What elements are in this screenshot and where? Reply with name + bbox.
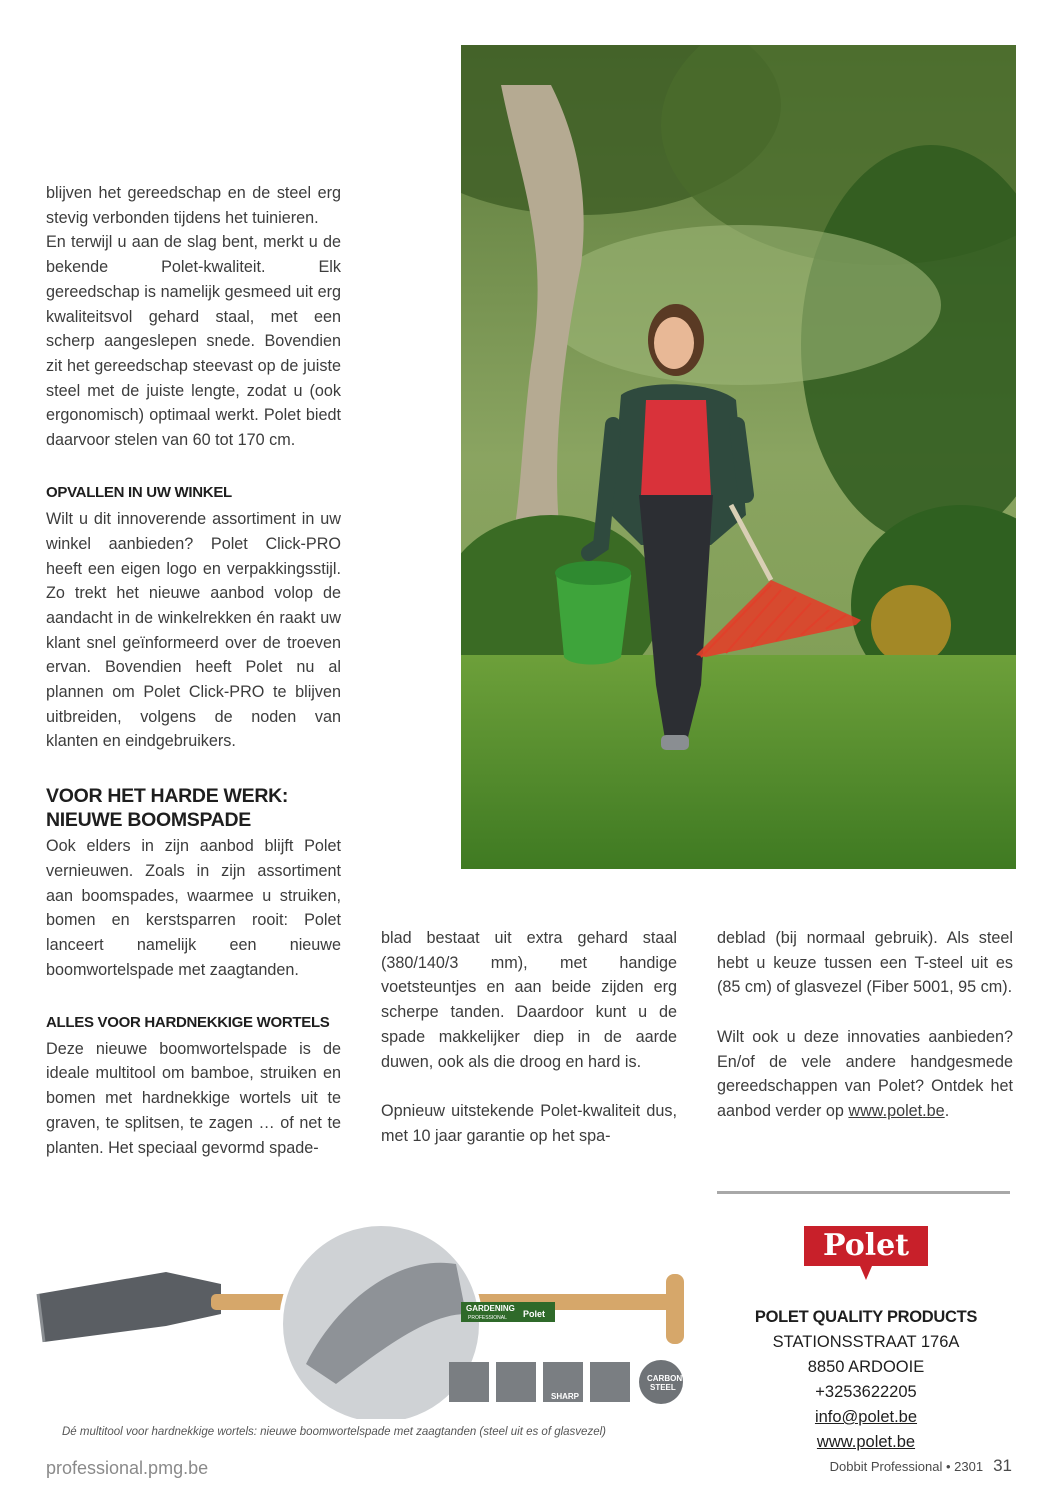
paragraph: En terwijl u aan de slag bent, merkt u de bekende Polet-kwaliteit. Elk gereedschap is namelijk gesmeed uit erg kwaliteitsvol gehard staal, met een scherp aangeslepen snede. Bovendien zit het gereedschap steevast op de juiste steel met de juiste lengte, zodat u (ook ergonomisch) optimaal werkt. Polet biedt daarvoor stelen van 60 tot 170 cm. — [46, 233, 341, 450]
paragraph: Opnieuw uitstekende Polet-kwaliteit dus, met 10 jaar garantie op het spa- — [381, 1101, 677, 1145]
email-link[interactable]: info@polet.be — [814, 1408, 918, 1426]
paragraph — [717, 1025, 1013, 1124]
text-column-middle — [381, 926, 677, 1148]
polet-logo-text: Polet — [822, 1228, 910, 1263]
paragraph: Wilt u dit innoverende assortiment in uw winkel aanbieden? Polet Click-PRO heeft een eigen logo en verpakkingsstijl. Zo trekt het nieuwe aanbod volop de aandacht in de winkelrekken én raakt uw klant snel geïnformeerd over de troeven ervan. Bovendien heeft Polet nu al plannen om Polet Click-PRO te blijven uitbreiden, volgens de noden van klanten en eindgebruikers. — [46, 510, 341, 751]
paragraph: blad bestaat uit extra gehard staal (380/140/3 mm), met handige voetsteuntjes en aan beide zijden erg scherpe tanden. Daardoor kunt u de spade makkelijker diep in de aarde duwen, ook als die droog en hard is. — [381, 929, 677, 1071]
paragraph: Deze nieuwe boomwortelspade is de ideale multitool om bamboe, struiken en bomen met hardnekkige wortels uit te graven, te splitsen, te zagen … of net te planten. Het speciaal gevormd spade- — [46, 1039, 341, 1157]
bamboo-badge-icon — [449, 1362, 489, 1402]
company-city: 8850 ARDOOIE — [807, 1358, 925, 1376]
paragraph-text: Wilt ook u deze innovaties aanbieden? En/of de vele andere handgesmede gereedschappen van Polet? Ontdek het aanbod verder op — [717, 1027, 1013, 1120]
paragraph: blijven het gereedschap en de steel erg stevig verbonden tijdens het tuinieren. — [46, 184, 341, 227]
publication-name: Dobbit Professional • 2301 — [829, 1459, 984, 1474]
photo-illustration — [461, 45, 1016, 869]
company-street: STATIONSSTRAAT 176A — [772, 1333, 960, 1351]
main-heading-line2: NIEUWE BOOMSPADE — [46, 809, 252, 832]
saw-badge-icon — [590, 1362, 630, 1402]
gardener-photo — [461, 45, 1016, 869]
company-phone: +3253622205 — [815, 1383, 917, 1401]
text-column-left — [46, 181, 341, 1160]
footer-site: professional.pmg.be — [46, 1458, 209, 1478]
carbon-badge-label: CARBON — [647, 1374, 683, 1383]
handle-label-pro: PROFESSIONAL — [468, 1315, 507, 1321]
roots-badge-icon — [496, 1362, 536, 1402]
section-heading: ALLES VOOR HARDNEKKIGE WORTELS — [46, 1014, 330, 1032]
handle-label-brand: Polet — [523, 1309, 546, 1319]
sharp-badge-label: SHARP — [551, 1392, 580, 1401]
handle-label-gardening: GARDENING — [466, 1304, 515, 1313]
paragraph-end: . — [944, 1101, 950, 1120]
page-number: 31 — [993, 1456, 1012, 1475]
text-column-right — [717, 926, 1013, 1124]
web-link[interactable]: www.polet.be — [816, 1433, 916, 1451]
image-caption: Dé multitool voor hardnekkige wortels: nieuwe boomwortelspade met zaagtanden (steel uit es of glasvezel) — [62, 1426, 606, 1438]
company-name: POLET QUALITY PRODUCTS — [754, 1308, 978, 1326]
divider — [717, 1191, 1010, 1194]
polet-logo — [800, 1222, 932, 1284]
section-heading: OPVALLEN IN UW WINKEL — [46, 484, 232, 502]
paragraph: Ook elders in zijn aanbod blijft Polet vernieuwen. Zoals in zijn assortiment aan boomspades, waarmee u struiken, bomen en kerstsparren rooit: Polet lanceert namelijk een nieuwe boomwortelspade met zaagtanden. — [46, 837, 341, 979]
company-contact-block — [717, 1222, 1015, 1455]
website-link[interactable]: www.polet.be — [848, 1101, 945, 1120]
spade-illustration — [36, 1224, 696, 1419]
main-heading-line1: VOOR HET HARDE WERK: — [46, 785, 289, 808]
spade-product-image — [36, 1224, 696, 1419]
paragraph: deblad (bij normaal gebruik). Als steel hebt u keuze tussen een T-steel uit es (85 cm) of glasvezel (Fiber 5001, 95 cm). — [717, 929, 1013, 997]
footer-publication — [830, 1456, 1012, 1476]
steel-badge-label: STEEL — [650, 1383, 676, 1392]
